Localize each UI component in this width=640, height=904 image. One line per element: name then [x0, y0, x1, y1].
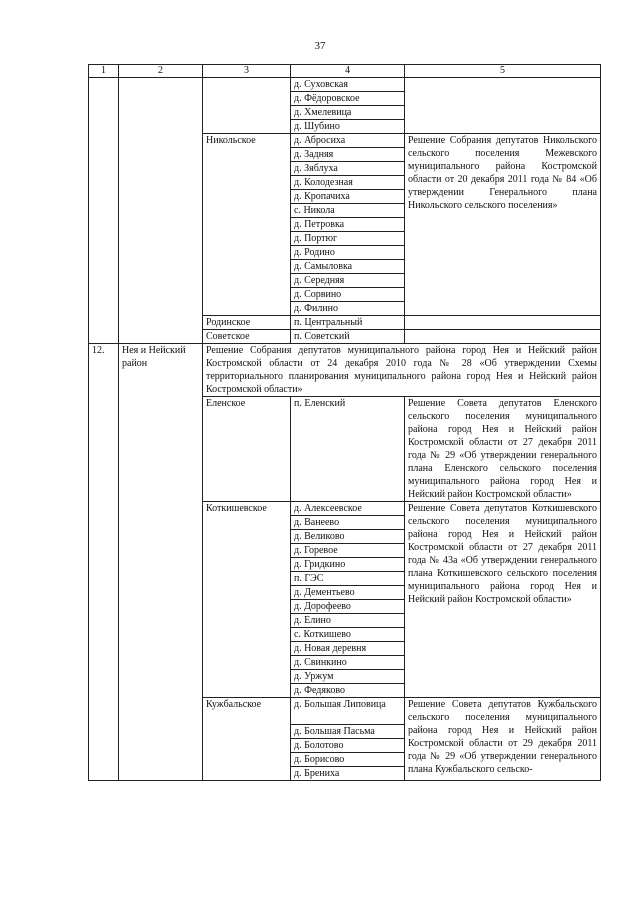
settlement: д. Зяблуха	[291, 162, 404, 176]
settlement: д. Федяково	[294, 685, 345, 696]
settlement: д. Новая деревня	[291, 642, 404, 656]
row-number: 12.	[89, 344, 119, 781]
settlement: д. Задняя	[291, 148, 404, 162]
settlement: д. Горевое	[291, 544, 404, 558]
decision-text: Решение Совета депутатов Еленского сельского поселения муниципального района город Нея и Нейский район Костромской области от 27 декабря 2011 года № 29 «Об утверждении генерального плана Еленского сельского поселения муниципального района город Нея и Нейский район Костромской области»	[405, 397, 601, 502]
district-name: Нея и Нейский район	[119, 344, 203, 781]
settlement: д. Великово	[291, 530, 404, 544]
settlement: д. Свинкино	[291, 656, 404, 670]
municipality-name: Советское	[203, 330, 291, 344]
decision-text: Решение Совета депутатов Кужбальского сельского поселения муниципального района город Нея и Нейский район Костромской области от 29 декабря 2011 года № 29 «Об утверждении генерального плана Кужбальского сельско-	[405, 698, 601, 781]
settlement: д. Сорвино	[291, 288, 404, 302]
settlements-cell	[291, 698, 405, 781]
settlements-cell	[291, 502, 405, 698]
municipality-name: Еленское	[203, 397, 291, 502]
col-header: 2	[119, 65, 203, 78]
settlement: д. Абросиха	[291, 134, 404, 148]
header-row	[89, 65, 601, 78]
settlement: д. Самыловка	[291, 260, 404, 274]
settlement: д. Большая Пасьма	[291, 725, 404, 739]
col-header: 1	[89, 65, 119, 78]
settlement: д. Брениха	[294, 768, 340, 779]
settlement: с. Никола	[291, 204, 404, 218]
settlement: д. Алексеевское	[291, 502, 404, 516]
settlements-cell	[291, 134, 405, 316]
settlement: п. Еленский	[291, 397, 405, 502]
col-header: 5	[405, 65, 601, 78]
settlement: с. Коткишево	[291, 628, 404, 642]
col-header: 3	[203, 65, 291, 78]
settlement: д. Фёдоровское	[291, 92, 404, 106]
settlement: д. Дорофеево	[291, 600, 404, 614]
settlement: д. Дементьево	[291, 586, 404, 600]
municipality-name: Никольское	[203, 134, 291, 316]
settlement: д. Елино	[291, 614, 404, 628]
table-row	[89, 78, 601, 134]
district-decision: Решение Собрания депутатов муниципального района город Нея и Нейский район Костромской области от 24 декабря 2010 года № 28 «Об утверждении Схемы территориального планирования муниципального района город Нея и Нейский район Костромской области»	[203, 344, 601, 397]
settlement: д. Кропачиха	[291, 190, 404, 204]
settlements-cell	[291, 78, 405, 134]
settlement: д. Большая Липовица	[291, 698, 404, 725]
municipality-name: Родинское	[203, 316, 291, 330]
table-row	[89, 344, 601, 397]
decision-text: Решение Собрания депутатов Никольского сельского поселения Межевского муниципального района Костромской области от 20 декабря 2011 года № 84 «Об утверждении Генерального плана Никольского сельского поселения»	[405, 134, 601, 316]
settlement: п. ГЭС	[291, 572, 404, 586]
settlement: д. Шубино	[294, 121, 340, 132]
municipality-name: Кужбальское	[203, 698, 291, 781]
settlement: п. Советский	[291, 330, 405, 344]
settlements-table	[88, 64, 601, 781]
settlement: д. Филино	[294, 303, 339, 314]
page-number: 37	[314, 40, 326, 52]
decision-text: Решение Совета депутатов Коткишевского сельского поселения муниципального района город Нея и Нейский район Костромской области от 27 декабря 2011 года № 43а «Об утверждении генерального плана Коткишевского сельского поселения муниципального района город Нея и Нейский район Костромской области»	[405, 502, 601, 698]
settlement: д. Колодезная	[291, 176, 404, 190]
settlement: д. Хмелевица	[291, 106, 404, 120]
settlement: д. Родино	[291, 246, 404, 260]
settlement: д. Ванеево	[291, 516, 404, 530]
settlement: д. Гридкино	[291, 558, 404, 572]
col-header: 4	[291, 65, 405, 78]
municipality-name: Коткишевское	[203, 502, 291, 698]
settlement: д. Портюг	[291, 232, 404, 246]
settlement: д. Болотово	[291, 739, 404, 753]
settlement: д. Борисово	[291, 753, 404, 767]
settlement: д. Середняя	[291, 274, 404, 288]
settlement: д. Уржум	[291, 670, 404, 684]
settlement: п. Центральный	[291, 316, 405, 330]
settlement: д. Суховская	[291, 78, 404, 92]
settlement: д. Петровка	[291, 218, 404, 232]
